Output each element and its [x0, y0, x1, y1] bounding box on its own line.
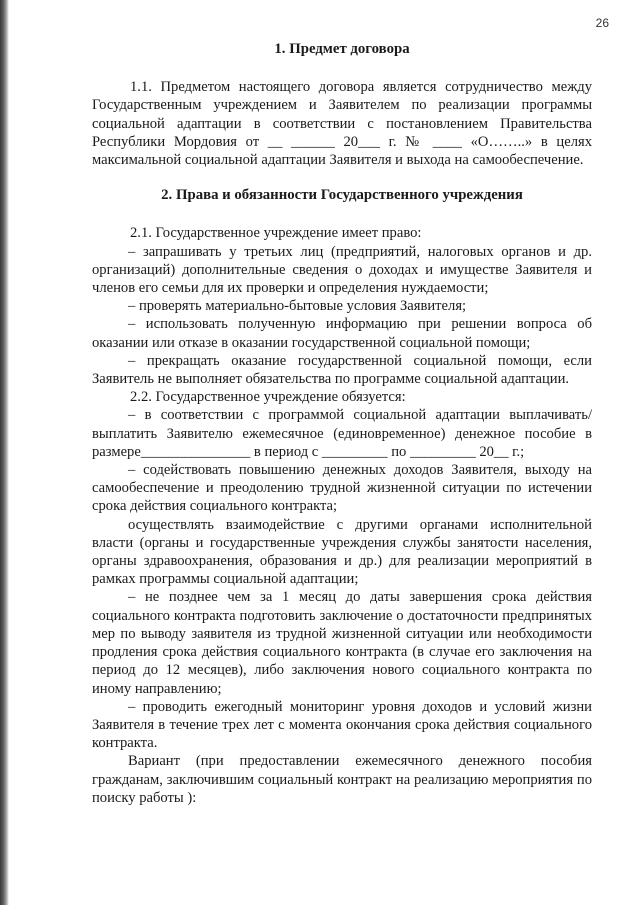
paragraph-2-2: 2.2. Государственное учреждение обязуется:	[130, 389, 406, 406]
page-number: 26	[595, 16, 609, 30]
document-body	[92, 40, 592, 807]
paragraph-2-2-c: осуществлять взаимодействие с другими органами исполнительной власти (органы и государственные учреждения службы занятости населения, органы здравоохранения, образования и др.) для реализации мероприятий в рамках программы социальной адаптации;	[92, 516, 592, 588]
section-2-title: 2. Права и обязанности Государственного учреждения	[161, 187, 523, 204]
section-1-title: 1. Предмет договора	[274, 41, 410, 57]
paragraph-2-2-d: – не позднее чем за 1 месяц до даты завершения срока действия социального контракта подготовить заключение о достаточности предпринятых мер по выводу заявителя из трудной жизненной ситуации или необходимости продления срока действия социального контракта (в случае его заключения на период до 12 месяцев), либо заключения нового социального контракта по иному направлению;	[92, 589, 592, 697]
paragraph-2-1-c: – использовать полученную информацию при решении вопроса об оказании или отказе в оказании государственной социальной помощи;	[92, 316, 592, 351]
paragraph-2-2-b: – содействовать повышению денежных доходов Заявителя, выходу на самообеспечение и преодолению трудной жизненной ситуации по истечении срока действия социального контракта;	[92, 462, 592, 515]
paragraph-variant: Вариант (при предоставлении ежемесячного денежного пособия гражданам, заключившим социальный контракт на реализацию мероприятия по поиску работы ):	[92, 753, 592, 806]
paragraph-2-2-e: – проводить ежегодный мониторинг уровня доходов и условий жизни Заявителя в течение трех лет с момента окончания срока действия социального контракта.	[92, 698, 592, 752]
paragraph-2-1-d: – прекращать оказание государственной социальной помощи, если Заявитель не выполняет обязательства по программе социальной адаптации.	[92, 352, 592, 388]
scan-edge	[0, 0, 9, 905]
paragraph-2-2-a: – в соответствии с программой социальной адаптации выплачивать/выплатить Заявителю ежемесячное (единовременное) денежное пособие в размере_______________ в период с _________ по _________ 20__ г.;	[92, 407, 592, 460]
paragraph-1-1: 1.1. Предметом настоящего договора является сотрудничество между Государственным учреждением и Заявителем по реализации программы социальной адаптации в соответствии с постановлением Правительства Республики Мордовия от __ ______ 20___ г. № ____ «О……..» в целях максимальной социальной адаптации Заявителя и выхода на самообеспечение.	[92, 79, 592, 169]
paragraph-2-1-b: – проверять материально-бытовые условия Заявителя;	[128, 298, 467, 315]
paragraph-2-1-a: – запрашивать у третьих лиц (предприятий, налоговых органов и др. организаций) дополнительные сведения о доходах и имуществе Заявителя и членов его семьи для их проверки и определения нуждаемости;	[92, 243, 592, 297]
paragraph-2-1: 2.1. Государственное учреждение имеет право:	[130, 225, 422, 242]
